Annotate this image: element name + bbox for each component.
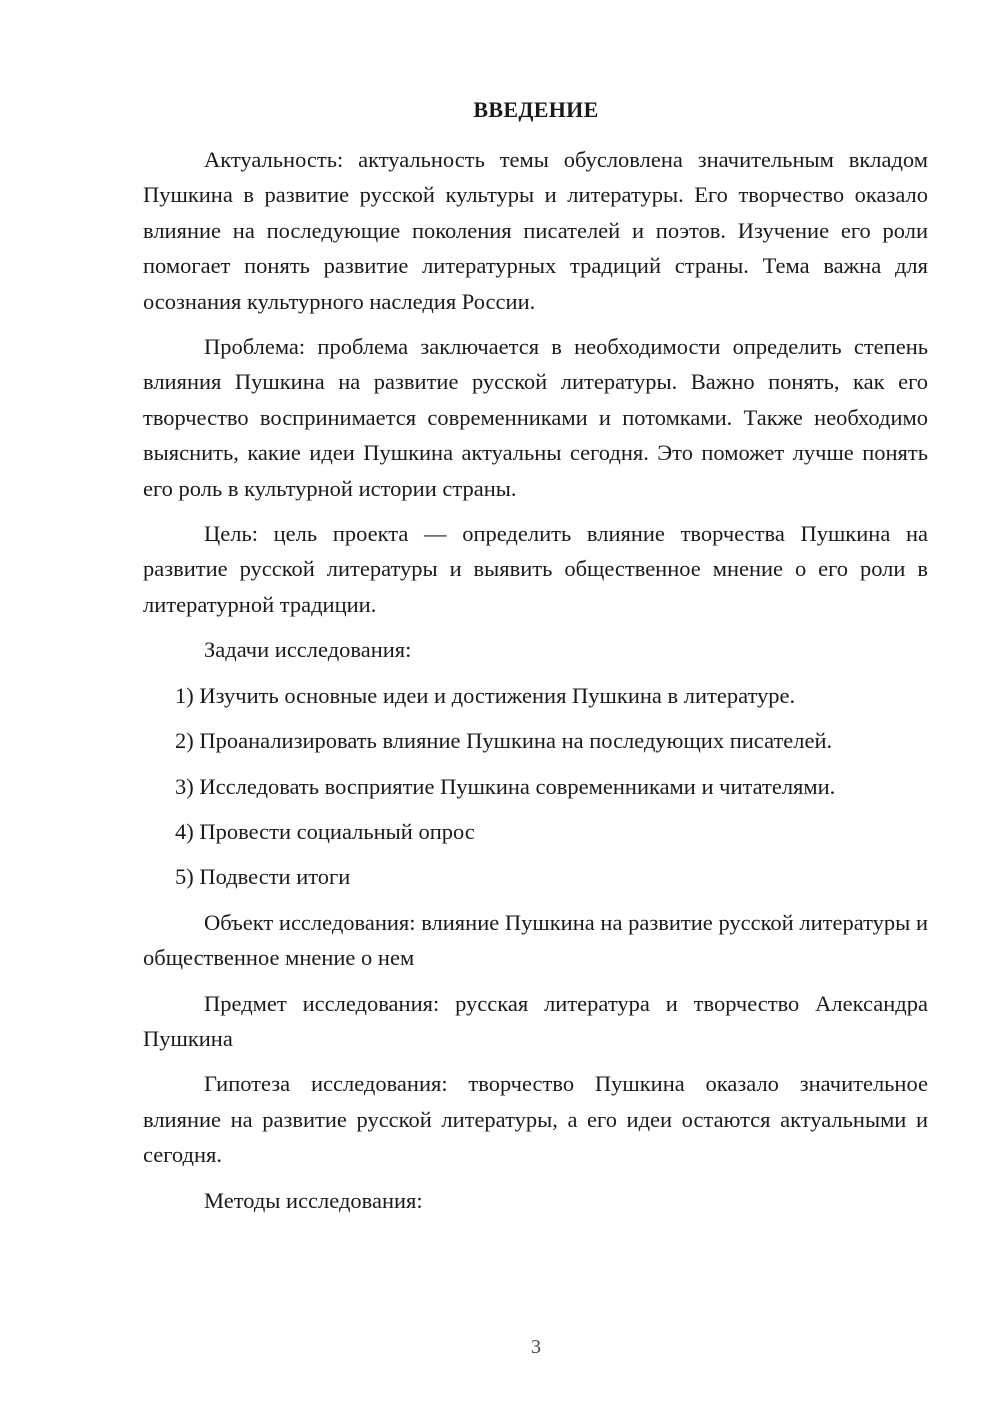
task-item-3: 3) Исследовать восприятие Пушкина современниками и читателями. — [175, 773, 836, 799]
paragraph-subject: Предмет исследования: русская литература и творчество Александра Пушкина — [143, 990, 928, 1051]
task-item-4: 4) Провести социальный опрос — [175, 818, 475, 844]
task-item-2: 2) Проанализировать влияние Пушкина на последующих писателей. — [175, 728, 833, 754]
paragraph-object: Объект исследования: влияние Пушкина на развитие русской литературы и общественное мнение о нем — [143, 909, 928, 971]
task-item-1: 1) Изучить основные идеи и достижения Пушкина в литературе. — [175, 682, 796, 708]
tasks-heading: Задачи исследования: — [204, 637, 412, 663]
page-number: 3 — [531, 1336, 541, 1358]
paragraph-hypothesis: Гипотеза исследования: творчество Пушкина оказало значительное влияние на развитие русской литературы, а его идеи остаются актуальными и сегодня. — [143, 1071, 928, 1168]
tasks-list — [143, 678, 928, 895]
page-title: ВВЕДЕНИЕ — [473, 97, 599, 122]
document-body — [143, 142, 928, 1228]
methods-heading: Методы исследования: — [204, 1187, 423, 1213]
paragraph-relevance: Актуальность: актуальность темы обусловлена значительным вкладом Пушкина в развитие русской культуры и литературы. Его творчество оказало влияние на последующие поколения писателей и поэтов. Изучение его роли помогает понять развитие литературных традиций страны. Тема важна для осознания культурного наследия России. — [143, 147, 928, 314]
task-item-5: 5) Подвести итоги — [175, 864, 351, 890]
paragraph-problem: Проблема: проблема заключается в необходимости определить степень влияния Пушкина на развитие русской литературы. Важно понять, как его творчество воспринимается современниками и потомками. Также необходимо выяснить, какие идеи Пушкина актуальны сегодня. Это поможет лучше понять его роль в культурной истории страны. — [143, 334, 928, 501]
paragraph-goal: Цель: цель проекта — определить влияние творчества Пушкина на развитие русской литературы и выявить общественное мнение о его роли в литературной традиции. — [143, 521, 928, 617]
